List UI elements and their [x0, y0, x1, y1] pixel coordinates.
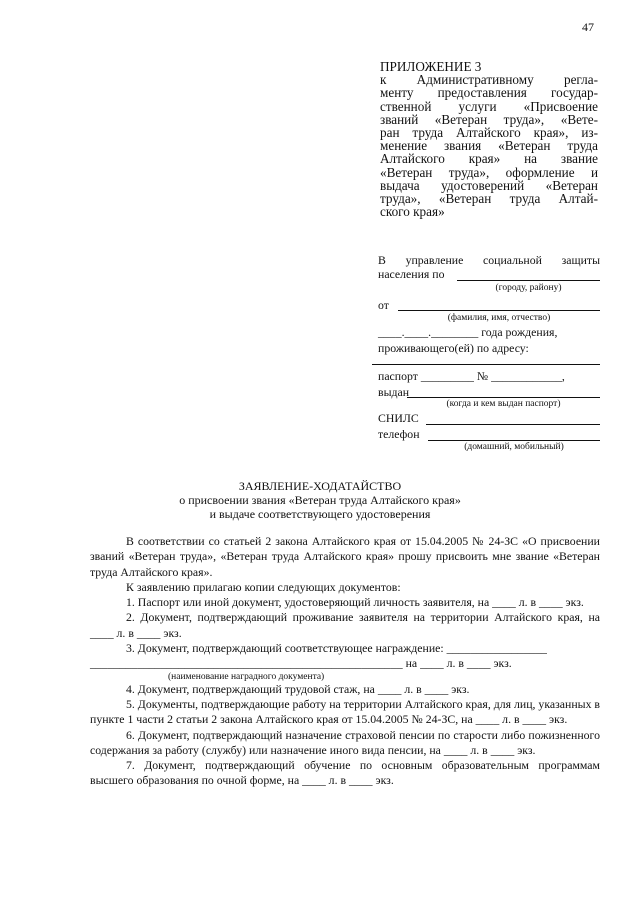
- attachment-item-6: 6. Документ, подтверждающий назначение страховой пенсии по старости либо пожизненного содержания за работу (службу) или назначение иного вида пенсии, на ____ л. в ____ экз.: [90, 727, 600, 757]
- appendix-line: ского края»: [380, 204, 445, 220]
- appendix-line: выдача удостоверений «Ветеран: [380, 177, 598, 193]
- document-subtitle: о присвоении звания «Ветеран труда Алтайского края»: [179, 493, 461, 507]
- passport-field[interactable]: паспорт _________ № ____________,: [378, 369, 565, 383]
- snils-field[interactable]: [426, 424, 600, 425]
- full-name-hint: (фамилия, имя, отчество): [447, 313, 551, 323]
- page-number: 47: [582, 20, 594, 34]
- attachment-item-1: 1. Паспорт или иной документ, удостоверяющий личность заявителя, на ____ л. в ____ экз.: [126, 595, 584, 610]
- appendix-title: ПРИЛОЖЕНИЕ 3: [380, 59, 482, 74]
- appendix-line: званий «Ветеран труда», «Вете-: [380, 111, 598, 127]
- phone-field[interactable]: [428, 440, 600, 441]
- appendix-line: труда», «Ветеран труда Алтай-: [380, 191, 598, 207]
- attachment-item-7: 7. Документ, подтверждающий обучение по основным образовательным программам высшего образования по очной форме, на ____ л. в ____ экз.: [90, 758, 600, 788]
- appendix-line: «Ветеран труда», оформление и: [380, 164, 598, 180]
- intro-paragraph: В соответствии со статьей 2 закона Алтайского края от 15.04.2005 № 24-ЗС «О присвоении званий «Ветеран труда», «Ветеран труда Алтайского края» прошу присвоить мне звание «Ветеран труда Алтайского края».: [90, 534, 600, 579]
- appendix-line: ственной услуги «Присвоение: [380, 98, 598, 114]
- award-document-hint: (наименование наградного документа): [168, 671, 325, 682]
- attachment-item-4: 4. Документ, подтверждающий трудовой стаж, на ____ л. в ____ экз.: [126, 681, 470, 696]
- appendix-line: Алтайского края» на звание: [380, 151, 598, 167]
- document-subtitle: и выдаче соответствующего удостоверения: [209, 507, 431, 521]
- attachment-item-3: 3. Документ, подтверждающий соответствующее награждение: _________________: [126, 641, 547, 656]
- region-hint: (городу, району): [495, 283, 562, 293]
- recipient-region-label: населения по: [378, 267, 445, 281]
- document-title: ЗАЯВЛЕНИЕ-ХОДАТАЙСТВО: [238, 479, 402, 493]
- issued-label: выдан: [378, 385, 410, 399]
- snils-label: СНИЛС: [378, 411, 419, 425]
- attachments-heading: К заявлению прилагаю копии следующих документов:: [126, 579, 401, 594]
- full-name-field[interactable]: [398, 310, 600, 311]
- phone-hint: (домашний, мобильный): [464, 442, 564, 452]
- attachment-item-5: 5. Документы, подтверждающие работу на территории Алтайского края, для лиц, указанных в пункте 1 части 2 статьи 2 закона Алтайского края от 15.04.2005 № 24-ЗС, на ____ л. в ____ экз.: [90, 696, 600, 727]
- appendix-line: менение звания «Ветеран труда: [380, 138, 598, 154]
- appendix-line: к Административному регла-: [380, 72, 598, 88]
- appendix-block: [380, 60, 598, 218]
- appendix-line: ран труда Алтайского края», из-: [380, 125, 598, 141]
- appendix-line: менту предоставления государ-: [380, 85, 598, 101]
- from-label: от: [378, 298, 389, 312]
- issued-field[interactable]: [407, 397, 600, 398]
- attachment-item-2: 2. Документ, подтверждающий проживание заявителя на территории Алтайского края, на ____ л. в ____ экз.: [90, 610, 600, 640]
- statement-body: [90, 534, 600, 789]
- attachment-item-3-cont: _____________________________________________________ на ____ л. в ____ экз.: [90, 656, 512, 671]
- birth-date-field[interactable]: ____.____.________ года рождения,: [378, 325, 558, 339]
- address-label: проживающего(ей) по адресу:: [378, 341, 529, 355]
- region-field[interactable]: [457, 280, 600, 281]
- phone-label: телефон: [378, 427, 420, 441]
- address-field[interactable]: [372, 364, 600, 365]
- issued-hint: (когда и кем выдан паспорт): [446, 399, 561, 409]
- recipient-to: В управление социальной защиты: [378, 253, 600, 267]
